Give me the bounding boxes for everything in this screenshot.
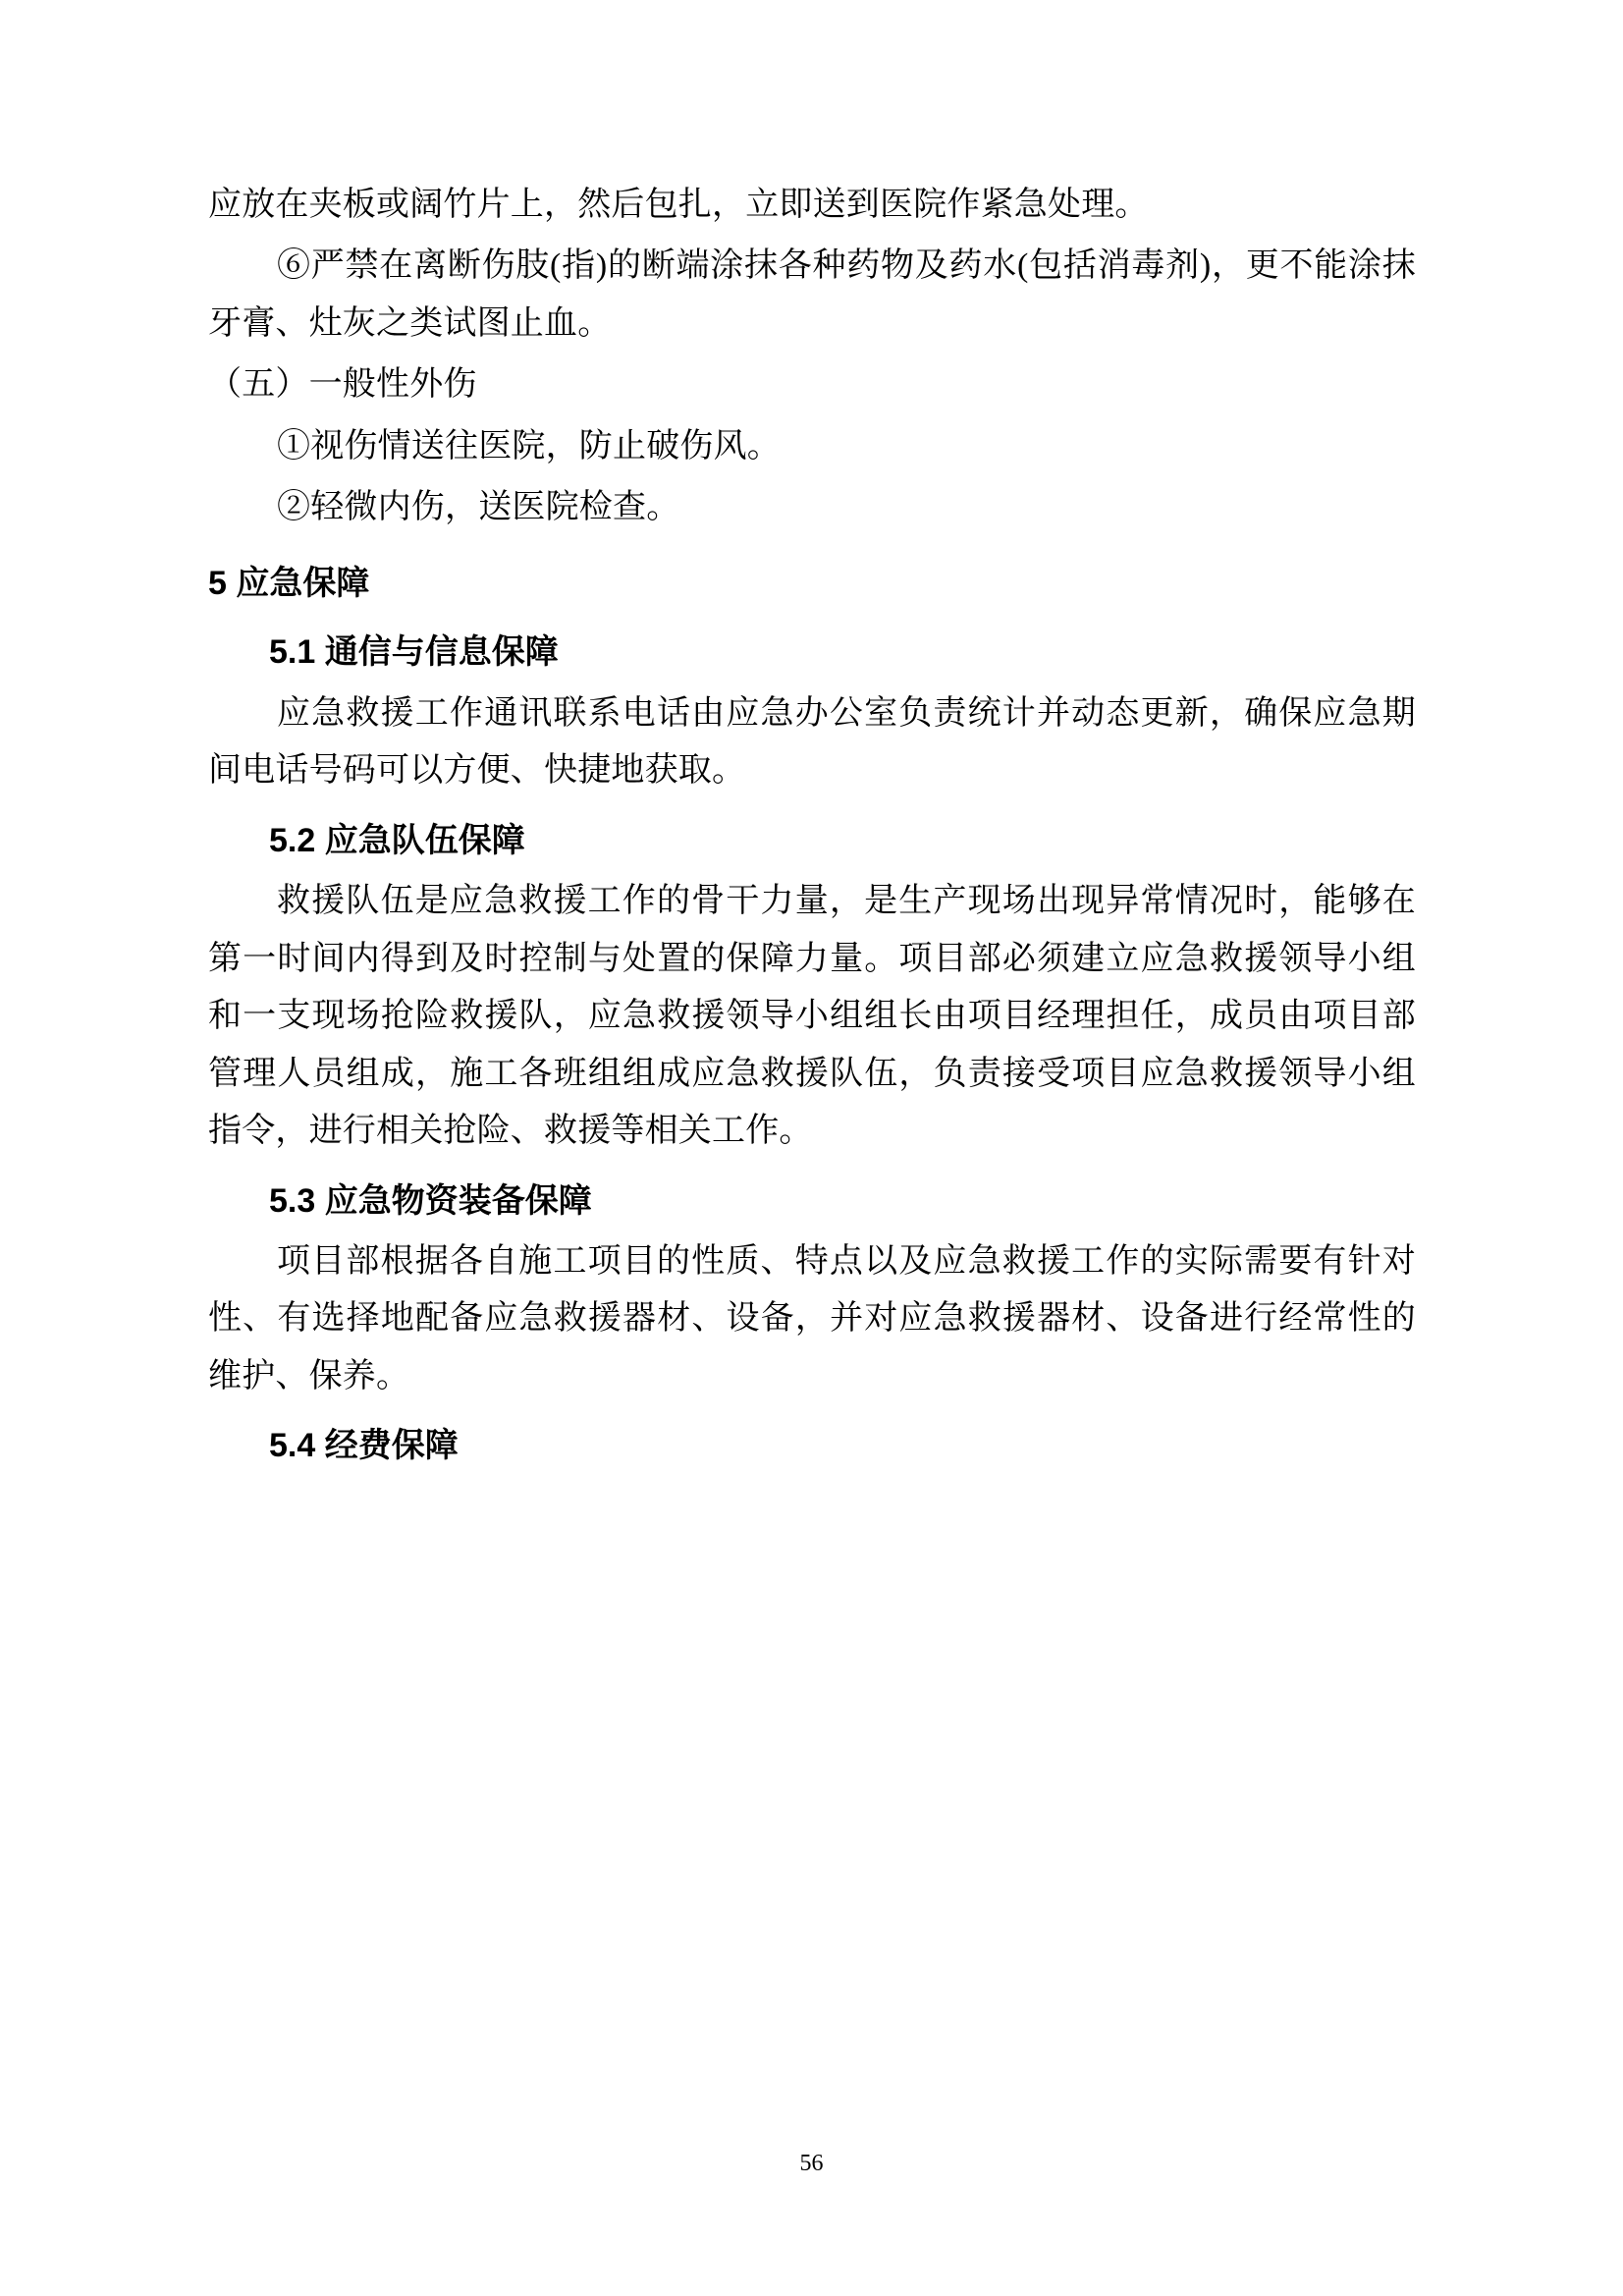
heading-section-5: 5 应急保障 <box>208 564 370 602</box>
heading-section-5-3: 5.3 应急物资装备保障 <box>269 1181 592 1220</box>
paragraph-section-5-3: 项目部根据各自施工项目的性质、特点以及应急救援工作的实际需要有针对性、有选择地配备应急救援器材、设备，并对应急救援器材、设备进行经常性的维护、保养。 <box>208 1242 1416 1394</box>
paragraph-item-6: ⑥严禁在离断伤肢(指)的断端涂抹各种药物及药水(包括消毒剂)，更不能涂抹牙膏、灶灰之类试图止血。 <box>208 247 1416 342</box>
subsection-heading-five: （五）一般性外伤 <box>208 366 477 404</box>
heading-section-5-1: 5.1 通信与信息保障 <box>269 633 559 672</box>
page-content <box>208 177 1416 1479</box>
page-number: 56 <box>799 2151 824 2176</box>
heading-section-5-4: 5.4 经费保障 <box>269 1427 459 1465</box>
paragraph-item-2: ②轻微内伤，送医院检查。 <box>277 489 680 526</box>
paragraph-item-1: ①视伤情送往医院，防止破伤风。 <box>277 427 781 465</box>
heading-section-5-2: 5.2 应急队伍保障 <box>269 821 525 859</box>
paragraph-section-5-1: 应急救援工作通讯联系电话由应急办公室负责统计并动态更新，确保应急期间电话号码可以方便、快捷地获取。 <box>208 694 1416 790</box>
paragraph-section-5-2: 救援队伍是应急救援工作的骨干力量，是生产现场出现异常情况时，能够在第一时间内得到及时控制与处置的保障力量。项目部必须建立应急救援领导小组和一支现场抢险救援队，应急救援领导小组组长由项目经理担任，成员由项目部管理人员组成，施工各班组组成应急救援队伍，负责接受项目应急救援领导小组指令，进行相关抢险、救援等相关工作。 <box>208 883 1416 1150</box>
paragraph-continuation: 应放在夹板或阔竹片上，然后包扎，立即送到医院作紧急处理。 <box>208 187 1149 223</box>
